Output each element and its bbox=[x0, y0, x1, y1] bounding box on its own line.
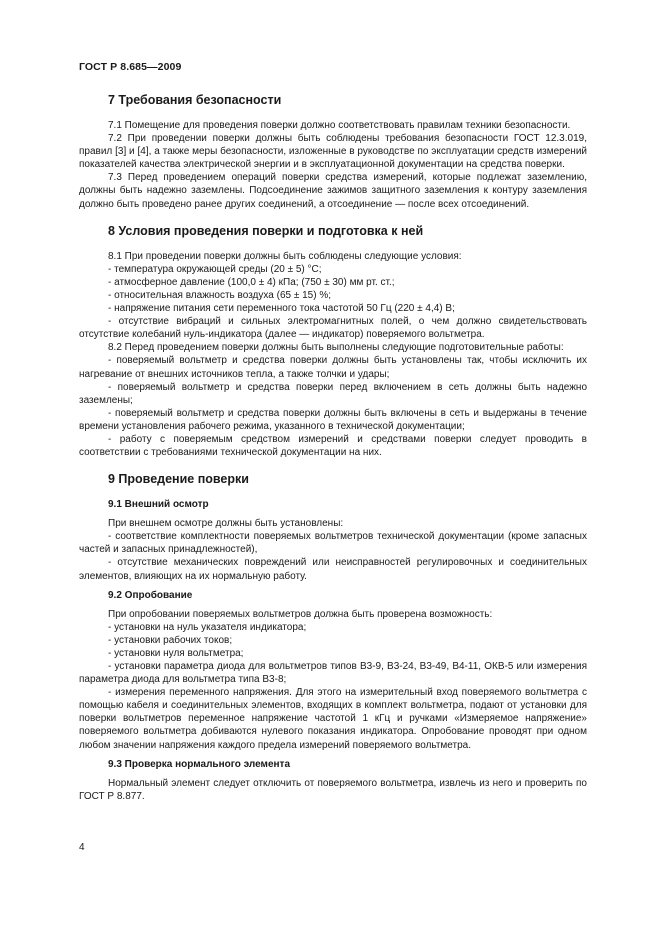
paragraph: 7.2 При проведении поверки должны быть соблюдены требования безопасности ГОСТ 12.3.019, правил [3] и [4], а также меры безопасности, изложенные в руководстве по эксплуатации средств измерений показателей качества электрической энергии и в эксплуатационной документации на средства поверки. bbox=[79, 133, 587, 171]
section-7-title: 7 Требования безопасности bbox=[108, 93, 282, 107]
subsection-9-1-title: 9.1 Внешний осмотр bbox=[108, 499, 209, 511]
list-item: - поверяемый вольтметр и средства поверки должны быть установлены так, чтобы исключить их нагревание от внешних источников тепла, а также толчки и удары; bbox=[79, 355, 587, 380]
list-item: - отсутствие вибраций и сильных электромагнитных полей, о чем должно свидетельствовать отсутствие колебаний нуль-индикатора (далее — индикатор) поверяемого вольтметра. bbox=[79, 316, 587, 341]
document-code-header: ГОСТ Р 8.685—2009 bbox=[79, 61, 182, 73]
paragraph: 7.3 Перед проведением операций поверки средства измерений, которые подлежат заземлению, должны быть надежно заземлены. Подсоединение зажимов защитного заземления к контуру заземления должно быть проведено ранее других соединений, а отсоединение — после всех отсоединений. bbox=[79, 172, 587, 210]
paragraph: При опробовании поверяемых вольтметров должна быть проверена возможность: bbox=[108, 608, 493, 620]
list-item: - установки на нуль указателя индикатора; bbox=[108, 621, 307, 633]
subsection-9-2-title: 9.2 Опробование bbox=[108, 589, 193, 601]
paragraph: 7.1 Помещение для проведения поверки должно соответствовать правилам техники безопасности. bbox=[108, 120, 571, 131]
page-number: 4 bbox=[79, 842, 85, 853]
list-item: - соответствие комплектности поверяемых вольтметров технической документации (кроме запасных частей и запасных принадлежностей), bbox=[79, 531, 587, 556]
list-item: - температура окружающей среды (20 ± 5) °С; bbox=[108, 263, 322, 275]
paragraph: 8.2 Перед проведением поверки должны быть выполнены следующие подготовительные работы: bbox=[108, 342, 564, 354]
list-item: - напряжение питания сети переменного тока частотой 50 Гц (220 ± 4,4) В; bbox=[108, 303, 455, 315]
list-item: - отсутствие механических повреждений или неисправностей регулировочных и соединительных элементов, влияющих на их нормальную работу. bbox=[79, 557, 587, 582]
list-item: - поверяемый вольтметр и средства поверки должны быть включены в сеть и выдержаны в течение времени установления рабочего режима, указанного в технической документации; bbox=[79, 407, 587, 432]
section-8-title: 8 Условия проведения поверки и подготовка к ней bbox=[108, 223, 424, 238]
list-item: - установки рабочих токов; bbox=[108, 634, 233, 646]
section-9-title: 9 Проведение поверки bbox=[108, 472, 249, 487]
list-item: - поверяемый вольтметр и средства поверки перед включением в сеть должны быть надежно заземлены; bbox=[79, 381, 587, 406]
document-body bbox=[79, 90, 587, 803]
list-item: - работу с поверяемым средством измерений и средствами поверки следует проводить в соответствии с требованиями технической документации на них. bbox=[79, 433, 587, 459]
list-item: - измерения переменного напряжения. Для этого на измерительный вход поверяемого вольтметра с помощью кабеля и соединительных элементов, входящих в комплект вольтметра, подают от установки для поверки вольтметров переменное напряжение частотой 1 кГц и ручками «Измеряемое напряжение» поверяемого вольтметра добиваются нулевого показания индикатора. Опробование проводят при одном любом значении напряжения каждого предела измерений поверяемого вольтметра. bbox=[79, 687, 587, 751]
paragraph: При внешнем осмотре должны быть установлены: bbox=[108, 518, 344, 530]
subsection-9-3-title: 9.3 Проверка нормального элемента bbox=[108, 758, 291, 770]
paragraph: Нормальный элемент следует отключить от поверяемого вольтметра, извлечь из него и проверить по ГОСТ Р 8.877. bbox=[79, 777, 587, 802]
list-item: - атмосферное давление (100,0 ± 4) кПа; (750 ± 30) мм рт. ст.; bbox=[108, 276, 395, 288]
list-item: - установки параметра диода для вольтметров типов В3-9, В3-24, В3-49, В4-11, ОКВ-5 или измерения параметра диода для вольтметра типа В3-8; bbox=[79, 661, 587, 686]
list-item: - установки нуля вольтметра; bbox=[108, 647, 244, 659]
list-item: - относительная влажность воздуха (65 ± 15) %; bbox=[108, 289, 332, 301]
paragraph: 8.1 При проведении поверки должны быть соблюдены следующие условия: bbox=[108, 250, 462, 262]
